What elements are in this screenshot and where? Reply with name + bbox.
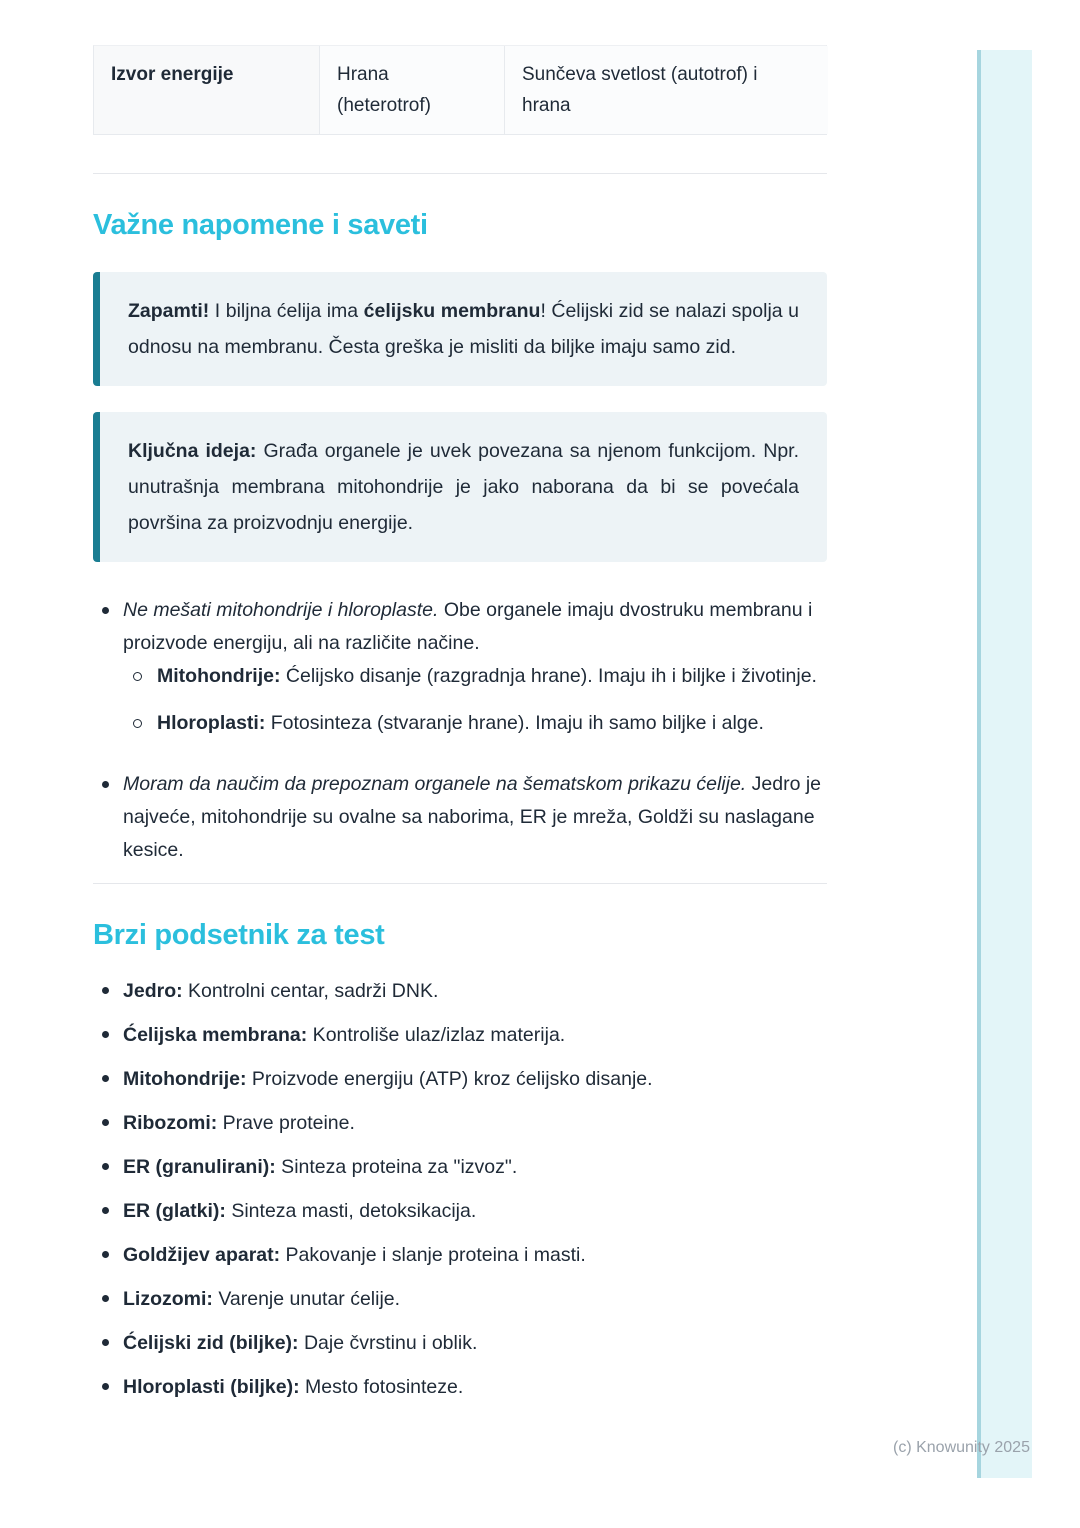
list-item: Mitohondrije: Proizvode energiju (ATP) kroz ćelijsko disanje.: [93, 1064, 827, 1094]
bullet-icon: [102, 1295, 109, 1302]
bullet-icon: [102, 1207, 109, 1214]
section-title-quick-reminder: Brzi podsetnik za test: [93, 919, 385, 951]
term-label: Ćelijski zid (biljke):: [123, 1332, 299, 1354]
notes-list: [93, 594, 827, 867]
table-cell: Hrana (heterotrof): [319, 46, 504, 134]
term-label: Ćelijska membrana:: [123, 1024, 308, 1046]
term-label: Ribozomi:: [123, 1112, 218, 1134]
note-item: Moram da naučim da prepoznam organele na šematskom prikazu ćelije. Jedro je najveće, mitohondrije su ovalne sa naborima, ER je mreža, Goldži su naslagane kesice.: [93, 768, 827, 867]
table-cell: Sunčeva svetlost (autotrof) i hrana: [504, 46, 828, 134]
callout-text: Zapamti! I biljna ćelija ima ćelijsku membranu! Ćelijski zid se nalazi spolja u odnosu na membranu. Česta greška je misliti da biljke imaju samo zid.: [128, 300, 799, 358]
term-label: Jedro:: [123, 980, 183, 1002]
term-label: Hloroplasti (biljke):: [123, 1376, 300, 1398]
term-label: Lizozomi:: [123, 1288, 213, 1310]
list-item: Jedro: Kontrolni centar, sadrži DNK.: [93, 976, 827, 1006]
note-item: Ne mešati mitohondrije i hloroplaste. Obe organele imaju dvostruku membranu i proizvode energiju, ali na različite načine.: [93, 594, 827, 660]
sub-note-item: Hloroplasti: Fotosinteza (stvaranje hrane). Imaju ih samo biljke i alge.: [93, 707, 827, 740]
section-title-notes: Važne napomene i saveti: [93, 209, 428, 241]
callout-lead: Ključna ideja:: [128, 440, 257, 462]
list-item: Goldžijev aparat: Pakovanje i slanje proteina i masti.: [93, 1240, 827, 1270]
bullet-icon: [102, 1119, 109, 1126]
bullet-icon: [102, 607, 109, 614]
term-label: ER (glatki):: [123, 1200, 226, 1222]
page-edge-decoration-bar: [977, 50, 1032, 1478]
info-table: [93, 45, 827, 135]
bullet-icon: [102, 987, 109, 994]
list-item: Lizozomi: Varenje unutar ćelije.: [93, 1284, 827, 1314]
term-label: ER (granulirani):: [123, 1156, 276, 1178]
bullet-icon: [102, 1251, 109, 1258]
term-label: Goldžijev aparat:: [123, 1244, 281, 1266]
section-divider: [93, 883, 827, 884]
callout-lead: Zapamti!: [128, 300, 210, 322]
list-item: Hloroplasti (biljke): Mesto fotosinteze.: [93, 1372, 827, 1402]
table-cell-row-header: Izvor energije: [94, 46, 319, 134]
list-item: Ribozomi: Prave proteine.: [93, 1108, 827, 1138]
bullet-icon: [102, 781, 109, 788]
quick-reminder-list: [93, 976, 827, 1402]
callout-key-idea: [93, 412, 827, 562]
list-item: Ćelijska membrana: Kontroliše ulaz/izlaz materija.: [93, 1020, 827, 1050]
sub-notes-list: [93, 660, 827, 740]
list-item: ER (granulirani): Sinteza proteina za "izvoz".: [93, 1152, 827, 1182]
sub-note-item: Mitohondrije: Ćelijsko disanje (razgradnja hrane). Imaju ih i biljke i životinje.: [93, 660, 827, 693]
bullet-icon: [102, 1383, 109, 1390]
document-content: [93, 0, 827, 1402]
callout-remember: [93, 272, 827, 386]
bullet-icon: [102, 1163, 109, 1170]
list-item: Ćelijski zid (biljke): Daje čvrstinu i oblik.: [93, 1328, 827, 1358]
note-italic-lead: Moram da naučim da prepoznam organele na šematskom prikazu ćelije.: [123, 773, 747, 795]
bullet-icon: [102, 1075, 109, 1082]
list-item: ER (glatki): Sinteza masti, detoksikacija.: [93, 1196, 827, 1226]
bullet-icon: [102, 1339, 109, 1346]
circle-bullet-icon: [133, 719, 142, 728]
section-divider: [93, 173, 827, 174]
term-label: Mitohondrije:: [123, 1068, 247, 1090]
circle-bullet-icon: [133, 672, 142, 681]
note-italic-lead: Ne mešati mitohondrije i hloroplaste.: [123, 599, 439, 621]
bullet-icon: [102, 1031, 109, 1038]
sub-note-term: Hloroplasti:: [157, 712, 266, 734]
callout-text: Ključna ideja: Građa organele je uvek povezana sa njenom funkcijom. Npr. unutrašnja membrana mitohondrije je jako naborana da bi se povećala površina za proizvodnju energije.: [128, 440, 799, 534]
sub-note-term: Mitohondrije:: [157, 665, 281, 687]
watermark: (c) Knowunity 2025: [893, 1439, 1030, 1456]
